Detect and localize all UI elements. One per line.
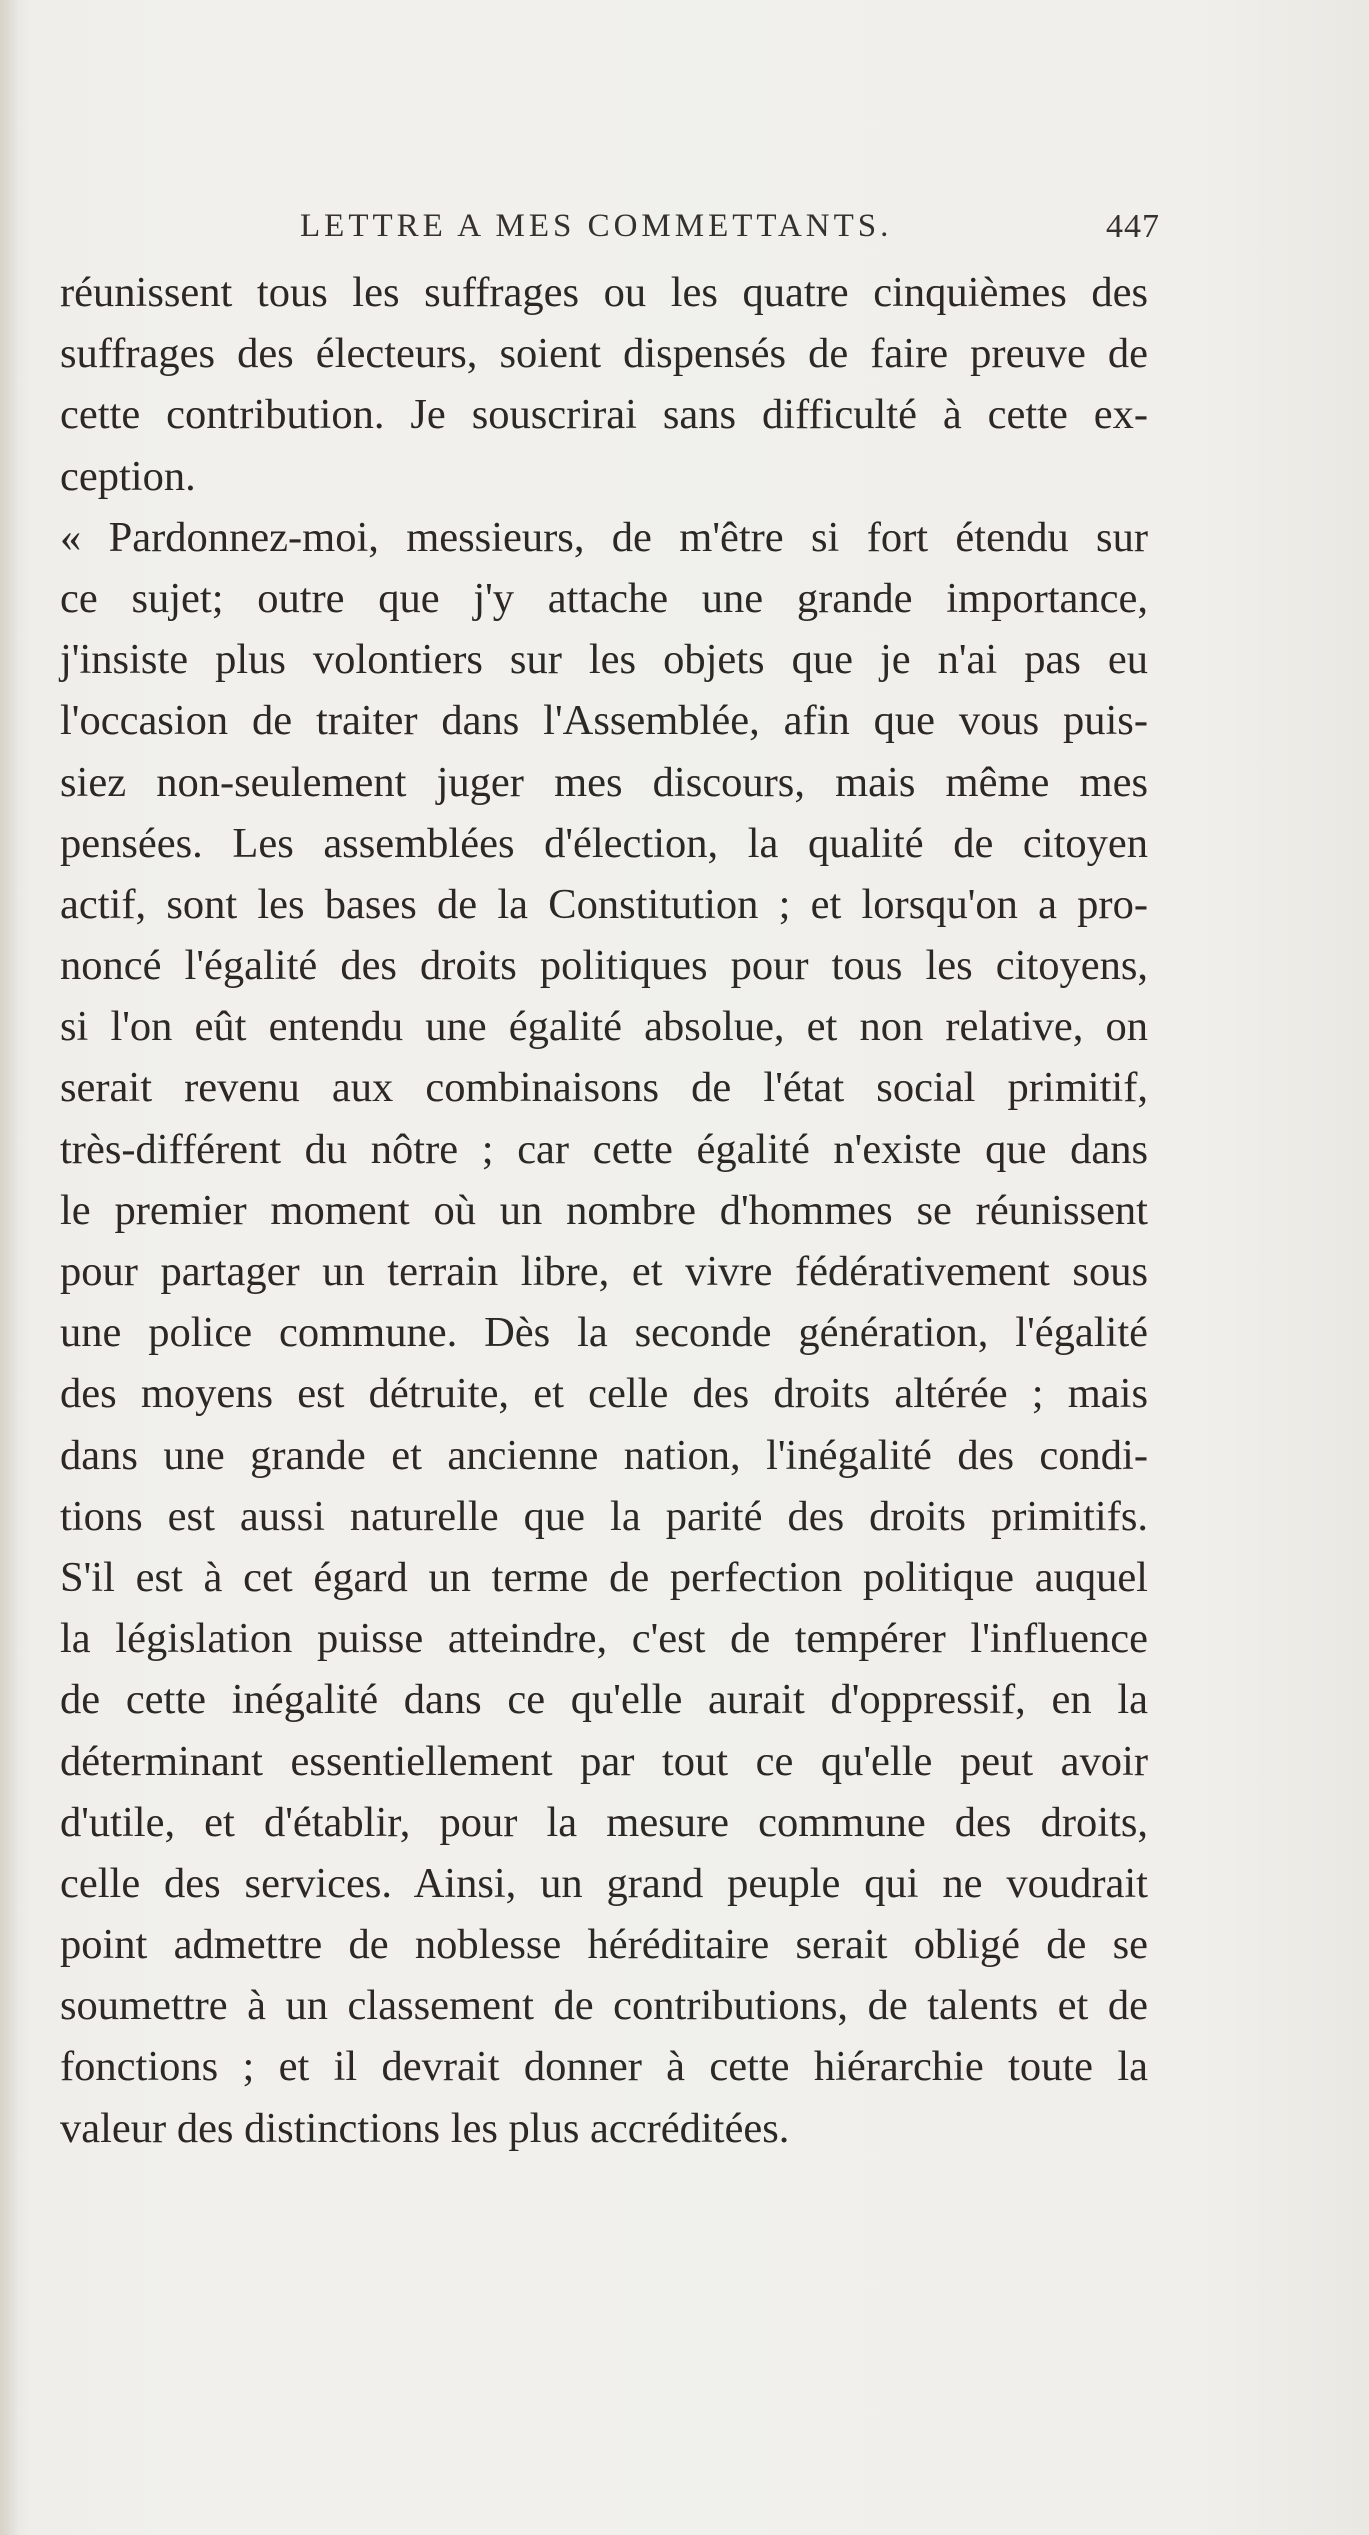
text-line: noncé l'égalité des droits politiques pour tous les citoyens, (60, 942, 1148, 990)
text-line: fonctions ; et il devrait donner à cette hiérarchie toute la (60, 2043, 1148, 2091)
text-line: soumettre à un classement de contributions, de talents et de (60, 1982, 1148, 2030)
text-line: « Pardonnez-moi, messieurs, de m'être si fort étendu sur (60, 513, 1148, 561)
text-line: ce sujet; outre que j'y attache une grande importance, (60, 574, 1148, 622)
text-line: le premier moment où un nombre d'hommes se réunissent (60, 1186, 1148, 1234)
text-line: pensées. Les assemblées d'élection, la qualité de citoyen (60, 819, 1148, 867)
running-head-title: LETTRE A MES COMMETTANTS. (300, 208, 893, 244)
text-line: ception. (60, 452, 196, 500)
running-head (300, 208, 1160, 258)
text-line: une police commune. Dès la seconde génération, l'égalité (60, 1309, 1148, 1357)
text-line: des moyens est détruite, et celle des droits altérée ; mais (60, 1370, 1148, 1418)
text-line: réunissent tous les suffrages ou les quatre cinquièmes des (60, 269, 1148, 316)
page-number: 447 (1106, 208, 1160, 245)
text-line: point admettre de noblesse héréditaire serait obligé de se (60, 1921, 1148, 1969)
text-line: celle des services. Ainsi, un grand peuple qui ne voudrait (60, 1859, 1148, 1907)
text-line: pour partager un terrain libre, et vivre fédérativement sous (60, 1248, 1148, 1295)
text-line: d'utile, et d'établir, pour la mesure commune des droits, (60, 1798, 1148, 1846)
text-line: actif, sont les bases de la Constitution ; et lorsqu'on a pro- (60, 880, 1148, 928)
text-line: dans une grande et ancienne nation, l'inégalité des condi- (60, 1431, 1148, 1479)
text-line: siez non-seulement juger mes discours, mais même mes (60, 758, 1148, 806)
text-line: valeur des distinctions les plus accréditées. (60, 2104, 790, 2152)
text-line: si l'on eût entendu une égalité absolue, et non relative, on (60, 1003, 1148, 1051)
body-text (60, 262, 1148, 2159)
text-line: déterminant essentiellement par tout ce qu'elle peut avoir (60, 1737, 1148, 1785)
text-line: l'occasion de traiter dans l'Assemblée, afin que vous puis- (60, 697, 1148, 745)
text-line: la législation puisse atteindre, c'est de tempérer l'influence (60, 1615, 1148, 1663)
text-line: suffrages des électeurs, soient dispensés de faire preuve de (60, 330, 1148, 378)
text-line: S'il est à cet égard un terme de perfection politique auquel (60, 1553, 1148, 1601)
text-line: serait revenu aux combinaisons de l'état social primitif, (60, 1064, 1148, 1112)
text-line: tions est aussi naturelle que la parité des droits primitifs. (60, 1492, 1148, 1540)
text-line: cette contribution. Je souscrirai sans difficulté à cette ex- (60, 391, 1148, 439)
text-line: de cette inégalité dans ce qu'elle aurait d'oppressif, en la (60, 1676, 1148, 1724)
text-line: très-différent du nôtre ; car cette égalité n'existe que dans (60, 1125, 1148, 1173)
text-line: j'insiste plus volontiers sur les objets que je n'ai pas eu (60, 636, 1148, 684)
